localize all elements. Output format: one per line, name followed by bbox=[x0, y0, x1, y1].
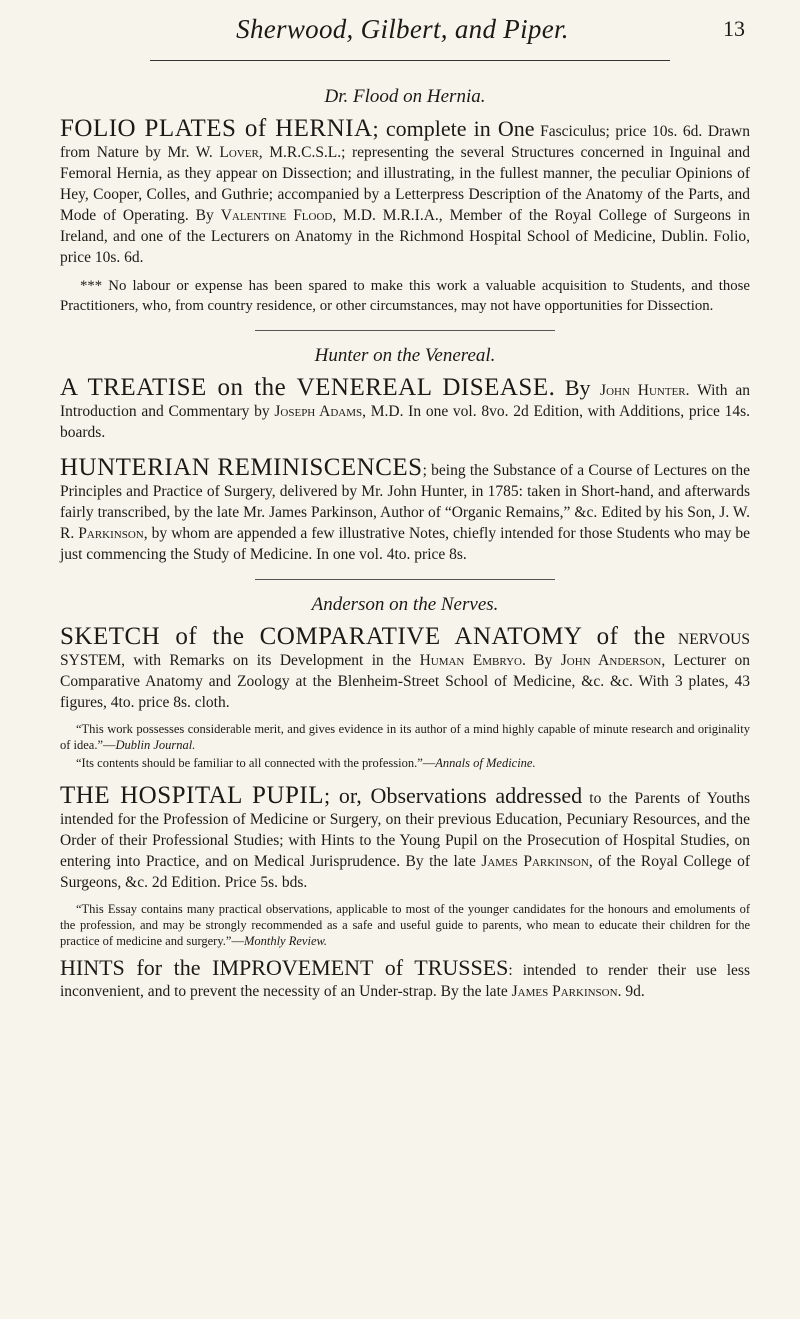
advert-anderson bbox=[60, 623, 750, 713]
author-name: Parkinson bbox=[78, 525, 144, 542]
advert-title: THE HOSPITAL PUPIL bbox=[60, 782, 324, 809]
advert-body: , M.D. In one vol. 8vo. 2d Edition, with Additions, price 14s. boards. bbox=[60, 403, 750, 441]
author-name: Lover bbox=[219, 144, 259, 161]
advert-body: , M.R.C.S.L.; representing the several Structures concerned in Inguinal and Femoral Hernia, as they appear on Dissection; and illustrating, in the fullest manner, the peculiar Opinions of Hey, Cooper, Colles, and Guthrie; accompanied by a Letterpress Description of the Anatomy of the Parts, and Mode of Operating. By bbox=[60, 144, 750, 224]
quote-source: Annals of Medicine. bbox=[435, 756, 536, 770]
author-name: James Parkinson bbox=[481, 853, 589, 870]
author-name: Joseph Adams bbox=[274, 403, 363, 420]
advert-body: . By bbox=[521, 652, 561, 669]
page-header bbox=[60, 14, 745, 54]
quote-source: Monthly Review. bbox=[243, 934, 328, 948]
advert-subtitle: ; or, Observations addressed bbox=[323, 783, 583, 808]
section-heading-anderson: Anderson on the Nerves. bbox=[311, 594, 499, 615]
advert-hunter bbox=[60, 374, 750, 443]
advert-title: FOLIO PLATES of HERNIA bbox=[60, 115, 373, 142]
advert-note: *** No labour or expense has been spared to make this work a valuable acquisition to Students, and those Practitioners, who, from country residence, or other circumstances, may not have opportunities for Dissection. bbox=[60, 278, 750, 314]
advert-subtitle: By bbox=[555, 375, 601, 400]
page-body bbox=[60, 72, 750, 1010]
advert-body: , by whom are appended a few illustrative Notes, chiefly intended for those Students who may be just commencing the Study of Medicine. In one vol. 4to. price 8s. bbox=[60, 525, 750, 563]
advert-body: NERVOUS SYSTEM, with Remarks on its Development in the bbox=[60, 631, 750, 669]
advert-body: , Lecturer on Comparative Anatomy and Zoology at the Blenheim-Street School of Medicine, &c. &c. With 3 plates, 43 figures, 4to. price 8s. cloth. bbox=[60, 652, 750, 711]
running-title: Sherwood, Gilbert, and Piper. bbox=[236, 14, 569, 44]
advert-hospital-pupil bbox=[60, 782, 750, 893]
advert-subtitle: ; complete in One bbox=[372, 116, 535, 141]
author-name: James Parkinson bbox=[511, 983, 618, 1000]
advert-flood bbox=[60, 115, 750, 268]
section-heading-hunter: Hunter on the Venereal. bbox=[314, 345, 496, 366]
advert-reminiscences bbox=[60, 454, 750, 565]
advert-title: HUNTERIAN REMINISCENCES bbox=[60, 454, 423, 481]
advert-body: : intended to render their use less inconvenient, and to prevent the necessity of an Under-strap. By the late bbox=[60, 962, 750, 1000]
quote-text: “Its contents should be familiar to all connected with the profession.”— bbox=[76, 756, 436, 770]
review-quote bbox=[60, 755, 750, 771]
advert-title: A TREATISE on the VENEREAL DISEASE. bbox=[60, 374, 556, 401]
section-divider bbox=[255, 330, 555, 331]
advert-title: HINTS for the IMPROVEMENT of TRUSSES bbox=[60, 955, 509, 980]
quote-text: “This work possesses considerable merit, and gives evidence in its author of a mind highly capable of minute research and originality of idea.”— bbox=[60, 722, 750, 752]
page-number: 13 bbox=[723, 16, 745, 41]
quote-text: “This Essay contains many practical observations, applicable to most of the younger candidates for the honours and emoluments of the profession, and may be strongly recommended as a safe and useful guide to parents, who mean to educate their children for the practice of medicine and surgery.”— bbox=[60, 902, 750, 948]
advert-body: , M.D. M.R.I.A., Member of the Royal College of Surgeons in Ireland, and one of the Lecturers on Anatomy in the Richmond Hospital School of Medicine, Dublin. Folio, price 10s. 6d. bbox=[60, 207, 750, 266]
advert-body: to the Parents of Youths intended for the Profession of Medicine or Surgery, on their previous Education, Pecuniary Resources, and the Order of their Professional Studies; with Hints to the Young Pupil on the Prosecution of Hospital Studies, on entering into Practice, and on Medical Jurisprudence. By the late bbox=[60, 790, 750, 870]
author-name: Human Embryo bbox=[419, 652, 522, 669]
advert-title: SKETCH of the COMPARATIVE ANATOMY of the bbox=[60, 623, 666, 650]
author-name: John Anderson bbox=[560, 652, 662, 669]
author-name: John Hunter bbox=[600, 382, 686, 399]
advert-body: . With an Introduction and Commentary by bbox=[60, 382, 750, 420]
advert-trusses bbox=[60, 957, 750, 1002]
quote-source: Dublin Journal. bbox=[115, 738, 196, 752]
advert-body: , of the Royal College of Surgeons, &c. 2d Edition. Price 5s. bds. bbox=[60, 853, 750, 891]
author-name: Valentine Flood bbox=[220, 207, 333, 224]
advert-body: . 9d. bbox=[617, 983, 645, 1000]
review-quote bbox=[60, 901, 750, 949]
advert-body: Fasciculus; price 10s. 6d. Drawn from Nature by Mr. W. bbox=[60, 123, 750, 161]
section-divider bbox=[255, 579, 555, 580]
section-heading-flood: Dr. Flood on Hernia. bbox=[324, 86, 486, 107]
header-rule bbox=[150, 60, 670, 61]
review-quote bbox=[60, 721, 750, 753]
advert-body: ; being the Substance of a Course of Lectures on the Principles and Practice of Surgery, delivered by Mr. John Hunter, in 1785: taken in Short-hand, and afterwards fairly transcribed, by the late Mr. James Parkinson, Author of “Organic Remains,” &c. Edited by his Son, J. W. R. bbox=[60, 462, 750, 542]
